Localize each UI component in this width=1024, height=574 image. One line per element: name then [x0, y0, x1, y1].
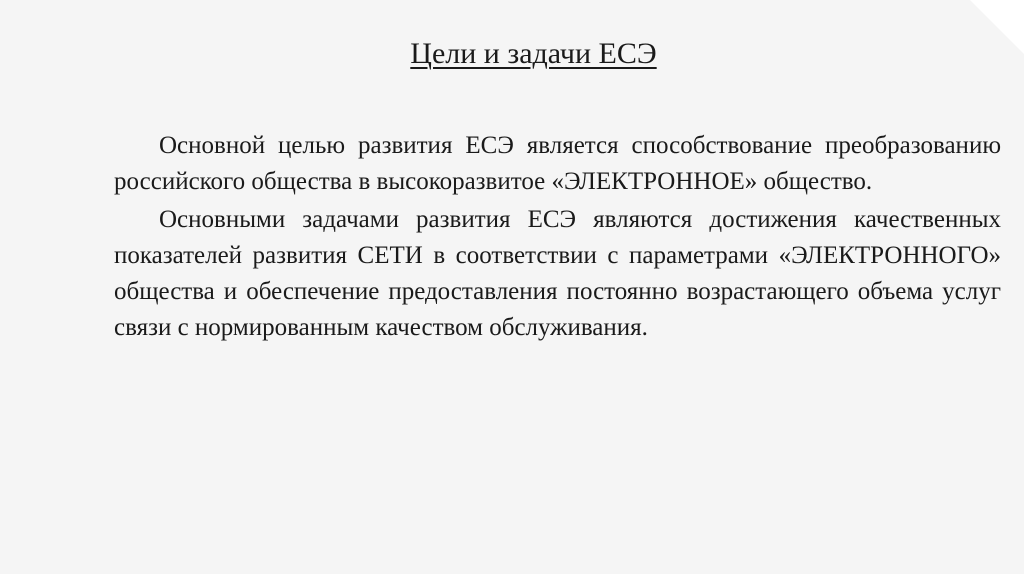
paragraph-tasks: Основными задачами развития ЕСЭ являются достижения качественных показателей развития СЕТИ в соответствии с параметрами «ЭЛЕКТРОННОГО» общества и обеспечение предоставления постоянно возрастающего объема услуг связи с нормированным качеством обслуживания.	[114, 206, 1001, 341]
slide-body	[114, 128, 1001, 346]
paragraph-goal: Основной целью развития ЕСЭ является способствование преобразованию российского общества в высокоразвитое «ЭЛЕКТРОННОЕ» общество.	[114, 132, 1001, 195]
slide-title: Цели и задачи ЕСЭ	[410, 37, 657, 70]
